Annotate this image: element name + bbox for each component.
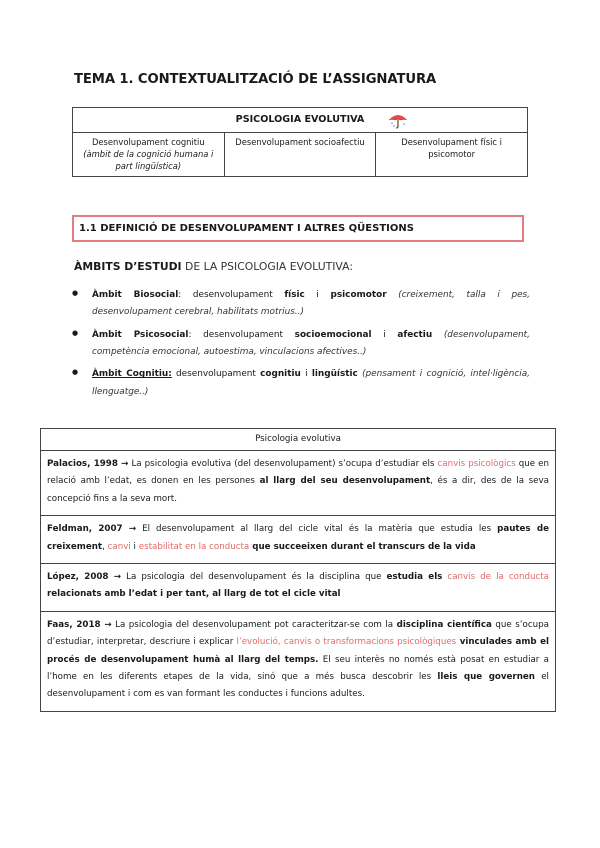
- overview-table-title: PSICOLOGIA EVOLUTIVA: [235, 114, 365, 126]
- list-item: [70, 327, 530, 362]
- definitions-table-header: Psicologia evolutiva: [41, 429, 556, 451]
- definition-bold: al llarg del seu desenvolupament: [259, 476, 431, 487]
- ambits-heading-rest: DE LA PSICOLOGIA EVOLUTIVA:: [185, 260, 353, 273]
- umbrella-icon: [387, 111, 409, 129]
- overview-table: [72, 107, 528, 177]
- definition-highlight: estabilitat en la conducta: [138, 541, 250, 552]
- ambits-list: [70, 287, 530, 406]
- bullet-text: desenvolupament: [171, 369, 261, 380]
- definition-text: El seu interès no només està posat en estudiar a l’home en les diferents etapes de la vida, sinó que a més busca descobrir les: [47, 654, 549, 682]
- definition-bold: que succeeixen durant el transcurs de la vida: [249, 541, 476, 552]
- definition-author: López, 2008 →: [47, 571, 122, 582]
- definition-text: El desenvolupament al llarg del cicle vital és la matèria que estudia les: [136, 524, 498, 535]
- definition-author: Feldman, 2007 →: [47, 524, 137, 535]
- bullet-bold: socioemocional: [294, 329, 372, 340]
- bullet-text: : desenvolupament: [188, 329, 295, 340]
- bullet-text: i: [304, 290, 331, 300]
- table-row: [41, 516, 556, 564]
- bullet-bold: lingüístic: [311, 369, 358, 380]
- definition-highlight: canvis de la conducta: [447, 571, 550, 582]
- definition-bold: pautes de creixement: [47, 524, 550, 552]
- definition-text: La psicologia evolutiva (del desenvolupament) s’ocupa d’estudiar els: [128, 458, 438, 469]
- bullet-label: Àmbit Psicosocial: [92, 329, 189, 340]
- definition-text: i: [130, 541, 139, 552]
- bullet-bold: físic: [284, 290, 305, 300]
- definitions-table: [40, 428, 556, 712]
- definition-highlight: canvi: [107, 541, 131, 552]
- definition-bold: estudia els: [386, 571, 443, 582]
- table-row: [41, 611, 556, 711]
- definition-text: que en relació amb l’edat, es donen en les persones: [47, 458, 549, 487]
- overview-cell-cognitiu: [73, 133, 225, 177]
- definition-author: Palacios, 1998 →: [47, 458, 129, 469]
- definition-bold: relacionats amb l’edat i per tant, al llarg de tot el cicle vital: [47, 589, 341, 600]
- bullet-italic: (pensament i cognició, intel·ligència, llenguatge..): [92, 369, 530, 397]
- bullet-bold: psicomotor: [330, 290, 387, 300]
- bullet-italic: (creixement, talla i pes, desenvolupament cerebral, habilitats motrius..): [92, 290, 530, 318]
- list-item: [70, 366, 530, 401]
- overview-cell-main: Desenvolupament físic i psicomotor: [401, 137, 503, 160]
- bullet-label: Àmbit Cognitiu:: [92, 369, 172, 380]
- definition-text: el desenvolupament i com es van formant les conductes i funcions adultes.: [47, 671, 549, 700]
- definition-text: , és a dir, des de la seva concepció fins a la seva mort.: [47, 476, 549, 504]
- definition-text: ,: [102, 541, 108, 552]
- overview-cell-fisic: [376, 133, 528, 177]
- overview-cell-sub: (àmbit de la cognició humana i part lingüística): [83, 149, 214, 172]
- overview-cell-main: Desenvolupament socioafectiu: [235, 137, 365, 147]
- bullet-text: i: [371, 329, 398, 340]
- definition-text: La psicologia del desenvolupament pot caracteritzar-se com la: [111, 619, 397, 630]
- bullet-text: i: [300, 369, 312, 380]
- ambits-heading-bold: ÀMBITS D’ESTUDI: [74, 260, 182, 273]
- overview-cell-main: Desenvolupament cognitiu: [91, 137, 205, 147]
- bullet-italic: (desenvolupament, competència emocional, autoestima, vinculacions afectives..): [92, 329, 530, 358]
- definition-highlight: l’evolució, canvis o transformacions psicològiques: [236, 637, 457, 648]
- definition-bold: disciplina científica: [396, 619, 492, 630]
- definition-highlight: canvis psicològics: [437, 458, 516, 469]
- list-item: [70, 287, 530, 322]
- bullet-bold: afectiu: [397, 329, 433, 340]
- definition-author: Faas, 2018 →: [47, 619, 112, 630]
- section-heading: 1.1 DEFINICIÓ DE DESENVOLUPAMENT I ALTRES QÜESTIONS: [72, 215, 524, 242]
- bullet-text: : desenvolupament: [178, 290, 285, 300]
- bullet-bold: cognitiu: [260, 369, 301, 380]
- table-row: [41, 563, 556, 611]
- overview-cell-socioafectiu: [224, 133, 376, 177]
- definition-bold: lleis que governen: [437, 671, 535, 682]
- definition-text: La psicologia del desenvolupament és la disciplina que: [121, 571, 387, 582]
- ambits-heading: [74, 260, 353, 273]
- bullet-label: Àmbit Biosocial: [92, 290, 179, 300]
- overview-table-header: [73, 108, 528, 133]
- definition-text: que s’ocupa d’estudiar, interpretar, descriure i explicar: [47, 619, 549, 648]
- definition-bold: vinculades amb el procés de desenvolupament humà al llarg del temps.: [47, 637, 549, 665]
- table-row: [41, 450, 556, 515]
- page-title: TEMA 1. CONTEXTUALITZACIÓ DE L’ASSIGNATURA: [74, 72, 437, 87]
